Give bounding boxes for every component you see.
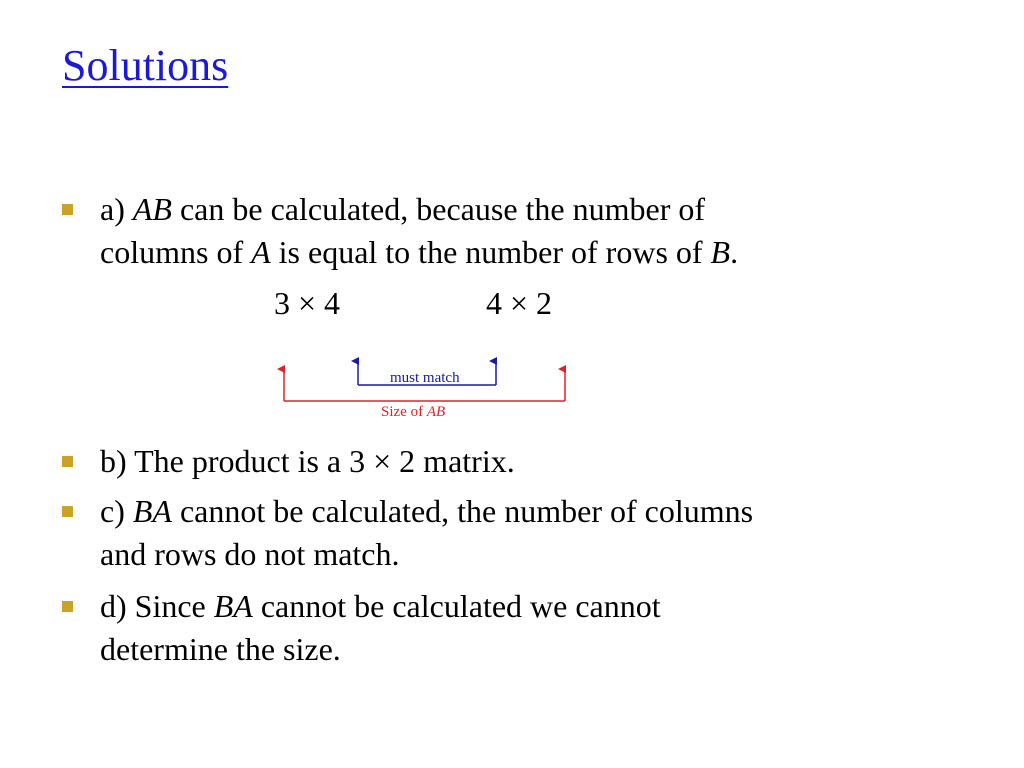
size-of-ab-label bbox=[381, 404, 445, 420]
bullet-a-var-b: B bbox=[710, 234, 731, 270]
bullet-a-var-a: A bbox=[251, 234, 271, 270]
must-match-label: must match bbox=[390, 370, 460, 386]
bullet-marker-icon bbox=[62, 456, 73, 467]
bullet-c-term: BA bbox=[132, 493, 172, 529]
bullet-a-term: AB bbox=[132, 191, 172, 227]
bullet-d-line1-rest: cannot be calculated we cannot bbox=[252, 588, 661, 624]
bullet-marker-icon bbox=[62, 506, 73, 517]
bullet-a-prefix: a) bbox=[100, 191, 133, 227]
matrix-b-dimensions: 4 × 2 bbox=[486, 285, 553, 321]
bullet-a-line2-mid: is equal to the number of rows of bbox=[270, 234, 711, 270]
bullet-a-line2-end: . bbox=[730, 234, 739, 270]
bullet-d-term: BA bbox=[213, 588, 253, 624]
bullet-c-prefix: c) bbox=[100, 493, 133, 529]
bullet-c-line1-rest: cannot be calculated, the number of columns bbox=[171, 493, 754, 529]
bullet-text-d bbox=[100, 585, 950, 671]
bullet-c-line-1 bbox=[100, 490, 950, 533]
bullet-b-line-1: b) The product is a 3 × 2 matrix. bbox=[100, 443, 515, 479]
size-of-ab-prefix: Size of bbox=[381, 404, 427, 420]
page-title: Solutions bbox=[62, 41, 229, 90]
bullet-text-c bbox=[100, 490, 950, 576]
size-of-ab-term: AB bbox=[426, 404, 446, 420]
bullet-a-line2-start: columns of bbox=[100, 234, 252, 270]
bullet-a-line1-rest: can be calculated, because the number of bbox=[171, 191, 706, 227]
bullet-c-line-2: and rows do not match. bbox=[100, 536, 400, 572]
bullet-d-prefix: d) Since bbox=[100, 588, 214, 624]
bullet-text-b bbox=[100, 440, 950, 483]
bullet-d-line-2: determine the size. bbox=[100, 631, 341, 667]
matrix-a-dimensions: 3 × 4 bbox=[274, 285, 341, 321]
bullet-marker-icon bbox=[62, 601, 73, 612]
bullet-d-line-1 bbox=[100, 585, 950, 628]
